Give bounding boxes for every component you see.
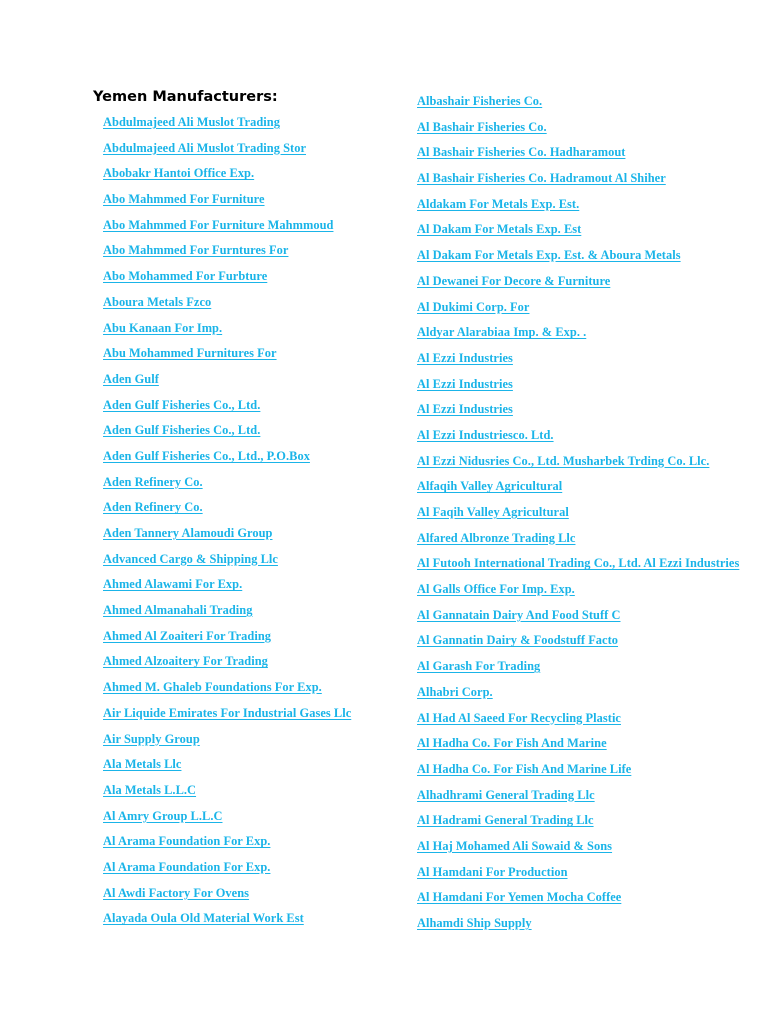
company-link[interactable]: Al Awdi Factory For Ovens <box>103 885 250 900</box>
list-item <box>103 343 351 369</box>
list-item <box>417 502 739 528</box>
company-link[interactable]: Aldyar Alarabiaa Imp. & Exp. . <box>417 325 587 340</box>
company-link[interactable]: Ahmed M. Ghaleb Foundations For Exp. <box>103 680 322 695</box>
list-item <box>417 733 739 759</box>
right-company-list <box>417 91 739 939</box>
company-link[interactable]: Al Dewanei For Decore & Furniture <box>417 273 611 288</box>
list-item <box>103 883 351 909</box>
list-item <box>417 913 739 939</box>
list-item <box>417 451 739 477</box>
company-link[interactable]: Alhabri Corp. <box>417 684 493 699</box>
company-link[interactable]: Al Futooh International Trading Co., Ltd. Al Ezzi Industries <box>417 556 740 571</box>
list-item <box>417 271 739 297</box>
company-link[interactable]: Aden Refinery Co. <box>103 474 203 489</box>
list-item <box>103 754 351 780</box>
company-link[interactable]: Al Ezzi Industries <box>417 402 513 417</box>
list-item <box>417 399 739 425</box>
company-link[interactable]: Al Ezzi Nidusries Co., Ltd. Musharbek Trding Co. Llc. <box>417 453 710 468</box>
company-link[interactable]: Aden Gulf Fisheries Co., Ltd. <box>103 397 261 412</box>
company-link[interactable]: Al Ezzi Industriesco. Ltd. <box>417 427 554 442</box>
list-item <box>417 785 739 811</box>
company-link[interactable]: Aden Tannery Alamoudi Group <box>103 526 273 540</box>
list-item <box>103 395 351 421</box>
list-item <box>103 369 351 395</box>
company-link[interactable]: Al Galls Office For Imp. Exp. <box>417 582 575 597</box>
company-link[interactable]: Ahmed Alzoaitery For Trading <box>103 654 268 669</box>
company-link[interactable]: Al Gannatin Dairy & Foodstuff Facto <box>417 633 619 648</box>
list-item <box>417 117 739 143</box>
company-link[interactable]: Al Dakam For Metals Exp. Est. & Aboura Metals <box>417 248 681 263</box>
company-link[interactable]: Al Amry Group L.L.C <box>103 808 223 823</box>
page-title: Yemen Manufacturers: <box>93 89 278 105</box>
company-link[interactable]: Aden Refinery Co. <box>103 500 203 515</box>
company-link[interactable]: Al Bashair Fisheries Co. Hadramout Al Shiher <box>417 171 666 186</box>
company-link[interactable]: Abobakr Hantoi Office Exp. <box>103 166 255 181</box>
company-link[interactable]: Al Hadha Co. For Fish And Marine <box>417 736 607 751</box>
company-link[interactable]: Al Gannatain Dairy And Food Stuff C <box>417 607 621 622</box>
list-item <box>103 138 351 164</box>
list-item <box>103 600 351 626</box>
list-item <box>103 549 351 575</box>
list-item <box>417 630 739 656</box>
list-item <box>417 862 739 888</box>
list-item <box>417 553 739 579</box>
company-link[interactable]: Air Supply Group <box>103 731 200 746</box>
company-link[interactable]: Aldakam For Metals Exp. Est. <box>417 196 580 211</box>
list-item <box>417 528 739 554</box>
list-item <box>103 857 351 883</box>
list-item <box>417 245 739 271</box>
list-item <box>103 266 351 292</box>
company-link[interactable]: Al Hadha Co. For Fish And Marine Life <box>417 761 632 776</box>
company-link[interactable]: Albashair Fisheries Co. <box>417 94 543 108</box>
company-link[interactable]: Al Ezzi Industries <box>417 376 513 391</box>
list-item <box>103 729 351 755</box>
list-item <box>103 703 351 729</box>
company-link[interactable]: Ala Metals Llc <box>103 757 182 772</box>
company-link[interactable]: Alayada Oula Old Material Work Est <box>103 911 304 926</box>
list-item <box>103 574 351 600</box>
list-item <box>417 759 739 785</box>
company-link[interactable]: Al Had Al Saeed For Recycling Plastic <box>417 710 621 725</box>
company-link[interactable]: Ala Metals L.L.C <box>103 782 197 797</box>
list-item <box>417 836 739 862</box>
list-item <box>103 189 351 215</box>
list-item <box>417 297 739 323</box>
list-item <box>417 322 739 348</box>
list-item <box>103 831 351 857</box>
list-item <box>417 219 739 245</box>
left-company-list <box>103 112 351 934</box>
list-item <box>103 908 351 934</box>
list-item <box>103 112 351 138</box>
company-link[interactable]: Aboura Metals Fzco <box>103 294 212 309</box>
list-item <box>103 240 351 266</box>
list-item <box>103 215 351 241</box>
company-link[interactable]: Al Dakam For Metals Exp. Est <box>417 222 582 237</box>
list-item <box>417 194 739 220</box>
company-link[interactable]: Abdulmajeed Ali Muslot Trading Stor <box>103 140 307 155</box>
company-link[interactable]: Al Bashair Fisheries Co. Hadharamout <box>417 145 626 160</box>
company-link[interactable]: Abo Mahmmed For Furntures For <box>103 243 289 258</box>
company-link[interactable]: Al Arama Foundation For Exp. <box>103 834 271 849</box>
company-link[interactable]: Aden Gulf Fisheries Co., Ltd., P.O.Box <box>103 448 310 463</box>
list-item <box>417 425 739 451</box>
list-item <box>417 91 739 117</box>
company-link[interactable]: Al Garash For Trading <box>417 659 541 674</box>
company-link[interactable]: Ahmed Al Zoaiteri For Trading <box>103 628 272 643</box>
list-item <box>103 651 351 677</box>
company-link[interactable]: Al Faqih Valley Agricultural <box>417 505 569 519</box>
list-item <box>417 476 739 502</box>
list-item <box>103 420 351 446</box>
list-item <box>417 887 739 913</box>
list-item <box>103 780 351 806</box>
list-item <box>417 605 739 631</box>
company-link[interactable]: Aden Gulf <box>103 371 159 386</box>
company-link[interactable]: Advanced Cargo & Shipping Llc <box>103 551 278 566</box>
company-link[interactable]: Abo Mahmmed For Furniture <box>103 192 265 207</box>
list-item <box>417 168 739 194</box>
company-link[interactable]: Al Ezzi Industries <box>417 350 513 365</box>
company-link[interactable]: Abu Mohammed Furnitures For <box>103 346 277 361</box>
company-link[interactable]: Alfaqih Valley Agricultural <box>417 479 563 494</box>
company-link[interactable]: Al Arama Foundation For Exp. <box>103 859 271 874</box>
list-item <box>417 708 739 734</box>
list-item <box>103 523 351 549</box>
list-item <box>417 682 739 708</box>
company-link[interactable]: Air Liquide Emirates For Industrial Gases Llc <box>103 705 352 720</box>
company-link[interactable]: Alhamdi Ship Supply <box>417 916 532 930</box>
list-item <box>417 810 739 836</box>
list-item <box>103 292 351 318</box>
company-link[interactable]: Alfared Albronze Trading Llc <box>417 530 576 545</box>
list-item <box>417 142 739 168</box>
company-link[interactable]: Abdulmajeed Ali Muslot Trading <box>103 115 280 129</box>
list-item <box>103 446 351 472</box>
company-link[interactable]: Ahmed Alawami For Exp. <box>103 577 243 592</box>
list-item <box>417 374 739 400</box>
company-link[interactable]: Alhadhrami General Trading Llc <box>417 787 595 802</box>
list-item <box>103 626 351 652</box>
list-item <box>417 656 739 682</box>
list-item <box>417 348 739 374</box>
list-item <box>417 579 739 605</box>
company-link[interactable]: Al Haj Mohamed Ali Sowaid & Sons <box>417 838 613 853</box>
company-link[interactable]: Al Dukimi Corp. For <box>417 299 530 314</box>
company-link[interactable]: Abu Kanaan For Imp. <box>103 320 223 335</box>
list-item <box>103 472 351 498</box>
company-link[interactable]: Abo Mahmmed For Furniture Mahmmoud <box>103 217 334 232</box>
list-item <box>103 677 351 703</box>
list-item <box>103 497 351 523</box>
list-item <box>103 318 351 344</box>
company-link[interactable]: Abo Mohammed For Furbture <box>103 269 268 284</box>
company-link[interactable]: Al Hadrami General Trading Llc <box>417 813 594 828</box>
company-link[interactable]: Al Hamdani For Yemen Mocha Coffee <box>417 890 622 905</box>
company-link[interactable]: Al Bashair Fisheries Co. <box>417 119 547 134</box>
list-item <box>103 163 351 189</box>
list-item <box>103 806 351 832</box>
company-link[interactable]: Al Hamdani For Production <box>417 864 568 879</box>
company-link[interactable]: Ahmed Almanahali Trading <box>103 603 253 618</box>
company-link[interactable]: Aden Gulf Fisheries Co., Ltd. <box>103 423 261 438</box>
